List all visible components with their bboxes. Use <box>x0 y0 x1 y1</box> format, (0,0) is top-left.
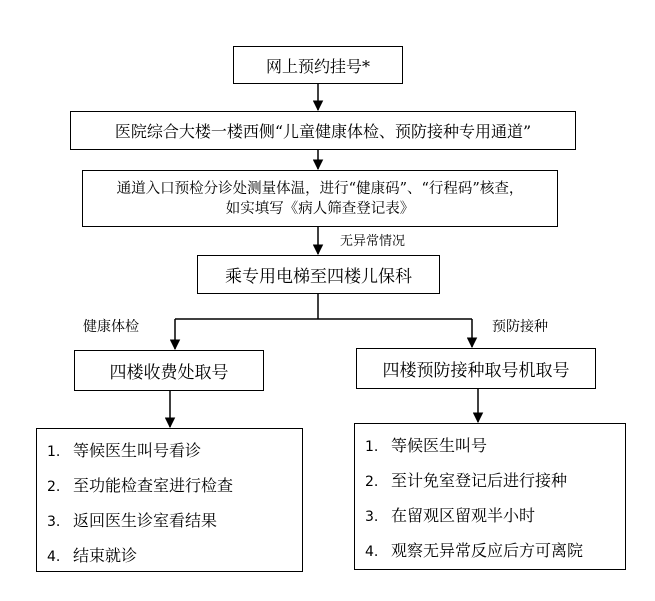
entrance-text: 医院综合大楼一楼西侧“儿童健康体检、预防接种专用通道” <box>114 122 532 141</box>
appointment-text: 网上预约挂号* <box>265 56 370 76</box>
no-abnormal-label: 无异常情况 <box>340 234 406 249</box>
health-check-label: 健康体检 <box>83 319 139 335</box>
list-item: 3. 在留观区留观半小时 <box>365 506 536 525</box>
list-item: 2. 至功能检查室进行检查 <box>47 476 234 495</box>
list-item: 1. 等候医生叫号看诊 <box>47 441 202 460</box>
health-check-steps <box>36 428 303 572</box>
list-item: 1. 等候医生叫号 <box>365 436 488 455</box>
list-item: 4. 观察无异常反应后方可离院 <box>365 541 584 560</box>
vaccination-steps <box>354 423 626 570</box>
elevator-box <box>197 255 440 294</box>
health-check-box-text: 四楼收费处取号 <box>109 363 229 383</box>
screening-text-line2: 如实填写《病人筛查登记表》 <box>225 200 415 217</box>
screening-box <box>82 170 558 227</box>
list-item: 3. 返回医生诊室看结果 <box>47 511 218 530</box>
health-check-box <box>74 350 264 391</box>
screening-text-line1: 通道入口预检分诊处测量体温，进行“健康码”、“行程码”核查， <box>116 180 524 197</box>
entrance-box <box>70 111 576 150</box>
list-item: 2. 至计免室登记后进行接种 <box>365 471 568 490</box>
appointment-box <box>233 46 403 84</box>
vaccination-box-text: 四楼预防接种取号机取号 <box>382 361 570 381</box>
vaccination-label: 预防接种 <box>492 319 548 335</box>
elevator-text: 乘专用电梯至四楼儿保科 <box>225 267 412 287</box>
list-item: 4. 结束就诊 <box>47 546 138 565</box>
vaccination-box <box>356 348 596 389</box>
